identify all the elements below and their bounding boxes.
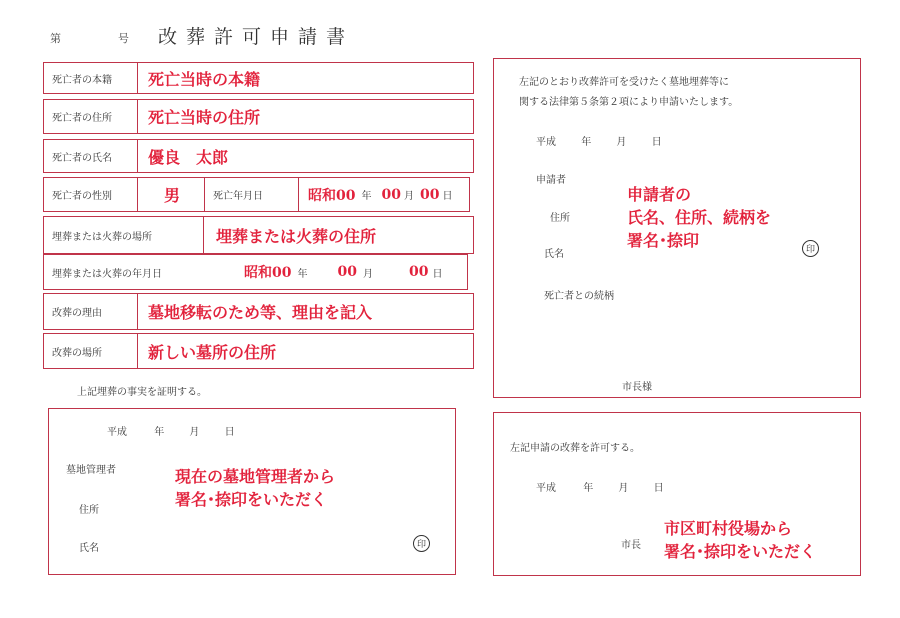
certification-instruction-line1: 現在の墓地管理者から [175, 467, 336, 486]
application-address-label: 住所 [550, 213, 570, 224]
death-day-unit: 日 [442, 191, 453, 202]
application-statement [519, 73, 738, 113]
sex-value[interactable]: 男 [164, 186, 181, 205]
burial-date-value[interactable] [244, 255, 442, 289]
permission-date [536, 479, 664, 494]
address-label: 死亡者の住所 [44, 100, 138, 133]
certification-date [107, 423, 235, 438]
permission-month-unit: 月 [618, 483, 629, 494]
death-date-label: 死亡年月日 [204, 178, 299, 211]
certification-address-label: 住所 [79, 505, 99, 516]
address-value[interactable]: 死亡当時の住所 [148, 108, 261, 127]
application-date [536, 133, 662, 148]
reburial-place-value[interactable]: 新しい墓所の住所 [148, 342, 277, 362]
number-prefix: 第 [50, 32, 61, 45]
application-month-unit: 月 [616, 137, 627, 148]
form-title: 改葬許可申請書 [158, 26, 355, 48]
application-statement-line2: 関する法律第５条第２項により申請いたします。 [519, 97, 739, 108]
row-reburial-place [43, 333, 474, 369]
burial-place-label: 埋葬または火葬の場所 [44, 217, 204, 253]
mayor-label: 市長 [621, 540, 641, 551]
reburial-place-label: 改葬の場所 [44, 334, 138, 368]
burial-year-unit: 年 [297, 268, 308, 280]
row-deceased-domicile [43, 62, 474, 94]
application-statement-line1: 左記のとおり改葬許可を受けたく墓地埋葬等に [519, 77, 729, 88]
burial-month-unit: 月 [362, 268, 373, 280]
certification-era: 平成 [107, 427, 127, 438]
certification-name-label: 氏名 [79, 543, 99, 554]
domicile-label: 死亡者の本籍 [44, 63, 138, 93]
row-deceased-name [43, 139, 474, 173]
burial-date-label: 埋葬または火葬の年月日 [52, 268, 162, 280]
burial-day: 00 [408, 264, 429, 280]
burial-place-value[interactable]: 埋葬または火葬の住所 [216, 226, 377, 246]
application-era: 平成 [536, 137, 556, 148]
permission-day-unit: 日 [653, 483, 664, 494]
row-reburial-reason [43, 293, 474, 330]
permission-instruction-line2: 署名･捺印をいただく [664, 542, 817, 561]
row-burial-place [43, 216, 474, 254]
permission-statement: 左記申請の改葬を許可する。 [510, 443, 640, 454]
relation-label: 死亡者との続柄 [544, 291, 614, 302]
permission-instruction-line1: 市区町村役場から [664, 519, 793, 538]
death-month: 00 [381, 186, 401, 203]
death-year-unit: 年 [361, 191, 372, 202]
certification-statement: 上記埋葬の事実を証明する。 [77, 387, 207, 398]
certification-day-unit: 日 [224, 427, 235, 438]
reburial-reason-label: 改葬の理由 [44, 294, 138, 329]
application-instruction-line1: 申請者の [627, 185, 692, 204]
certification-year-unit: 年 [154, 427, 165, 438]
application-seal-mark: 印 [802, 240, 819, 257]
name-value[interactable]: 優良 太郎 [148, 147, 229, 167]
permission-year-unit: 年 [583, 483, 594, 494]
application-name-label: 氏名 [544, 249, 564, 260]
certification-instruction [175, 465, 335, 511]
death-day: 00 [419, 186, 440, 203]
sex-label: 死亡者の性別 [44, 178, 138, 211]
certification-box [48, 408, 456, 575]
permission-era: 平成 [536, 483, 556, 494]
name-label: 死亡者の氏名 [44, 140, 138, 172]
certification-seal-mark: 印 [413, 535, 430, 552]
permission-box [493, 412, 861, 576]
application-box [493, 58, 861, 398]
manager-label: 墓地管理者 [66, 465, 116, 476]
application-instruction [627, 183, 771, 252]
death-date-value[interactable] [308, 178, 452, 211]
certification-instruction-line2: 署名･捺印をいただく [175, 490, 328, 509]
burial-day-unit: 日 [432, 268, 443, 280]
burial-month: 00 [337, 264, 357, 280]
row-burial-date [43, 254, 468, 290]
application-instruction-line3: 署名･捺印 [627, 231, 700, 250]
addressee: 市長様 [622, 382, 652, 393]
row-deceased-sex-death-date [43, 177, 470, 212]
burial-era: 昭和00 [244, 265, 292, 281]
certification-month-unit: 月 [189, 427, 200, 438]
row-deceased-address [43, 99, 474, 134]
domicile-value[interactable]: 死亡当時の本籍 [148, 69, 261, 89]
permission-instruction [664, 517, 816, 563]
death-month-unit: 月 [403, 191, 414, 202]
application-year-unit: 年 [581, 137, 592, 148]
number-suffix: 号 [118, 32, 129, 45]
applicant-label: 申請者 [536, 175, 566, 186]
death-era: 昭和00 [308, 187, 356, 204]
reburial-reason-value[interactable]: 墓地移転のため等、理由を記入 [148, 303, 373, 322]
application-day-unit: 日 [651, 137, 662, 148]
application-instruction-line2: 氏名、住所、続柄を [627, 208, 772, 227]
